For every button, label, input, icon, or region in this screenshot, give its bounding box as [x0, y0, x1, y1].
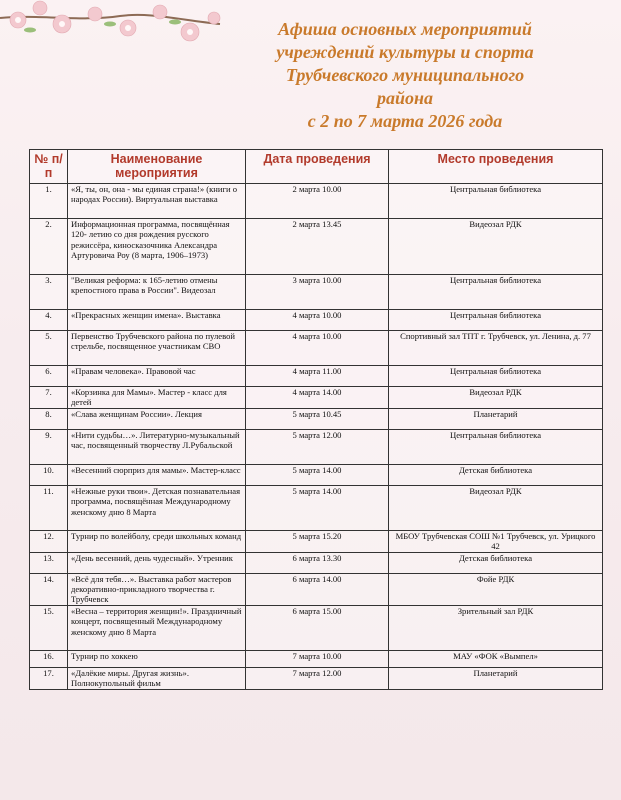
cell-date: 5 марта 12.00 — [246, 429, 389, 464]
cell-date: 4 марта 11.00 — [246, 366, 389, 387]
cell-num: 9. — [30, 429, 68, 464]
table-row — [30, 573, 603, 605]
cell-num: 6. — [30, 366, 68, 387]
cell-place: Планетарий — [389, 408, 603, 429]
cell-date: 4 марта 10.00 — [246, 331, 389, 366]
cell-num: 11. — [30, 485, 68, 530]
blossom-decoration — [0, 0, 230, 60]
cell-place: Детская библиотека — [389, 464, 603, 485]
cell-place: Центральная библиотека — [389, 429, 603, 464]
cell-date: 5 марта 14.00 — [246, 485, 389, 530]
cell-num: 14. — [30, 573, 68, 605]
cell-num: 13. — [30, 552, 68, 573]
cell-name: "Великая реформа: к 165-летию отмены крепостного права в России". Видеозал — [68, 275, 246, 310]
cell-date: 6 марта 15.00 — [246, 605, 389, 650]
cell-num: 15. — [30, 605, 68, 650]
cell-num: 5. — [30, 331, 68, 366]
cell-num: 2. — [30, 219, 68, 275]
cell-place: Видеозал РДК — [389, 485, 603, 530]
title-line: Афиша основных мероприятий — [278, 19, 532, 39]
table-row — [30, 366, 603, 387]
cell-num: 10. — [30, 464, 68, 485]
cell-num: 12. — [30, 530, 68, 552]
cell-place: МАУ «ФОК «Вымпел» — [389, 650, 603, 667]
cell-date: 2 марта 10.00 — [246, 184, 389, 219]
cell-place: Центральная библиотека — [389, 366, 603, 387]
cell-place: МБОУ Трубчевская СОШ №1 Трубчевск, ул. Урицкого 42 — [389, 530, 603, 552]
cell-place: Видеозал РДК — [389, 219, 603, 275]
cell-name: «Весна – территория женщин!». Праздничный концерт, посвященный Международному женскому дню 8 Марта — [68, 605, 246, 650]
cell-place: Видеозал РДК — [389, 387, 603, 409]
cell-place: Зрительный зал РДК — [389, 605, 603, 650]
cell-name: Первенство Трубчевского района по пулевой стрельбе, посвященное участникам СВО — [68, 331, 246, 366]
table-row — [30, 650, 603, 667]
header-name: Наименование мероприятия — [68, 150, 246, 184]
cell-name: «Правам человека». Правовой час — [68, 366, 246, 387]
cell-name: «Весенний сюрприз для мамы». Мастер-класс — [68, 464, 246, 485]
table-row — [30, 464, 603, 485]
cell-place: Спортивный зал ТПТ г. Трубчевск, ул. Ленина, д. 77 — [389, 331, 603, 366]
cell-date: 7 марта 10.00 — [246, 650, 389, 667]
cell-date: 6 марта 14.00 — [246, 573, 389, 605]
cell-date: 5 марта 15.20 — [246, 530, 389, 552]
cell-name: Информационная программа, посвящённая 120- летию со дня рождения русского режиссёра, киносказочника Александра Артуровича Роу (8 марта, 1906–1973) — [68, 219, 246, 275]
table-row — [30, 408, 603, 429]
table-header-row — [30, 150, 603, 184]
cell-num: 3. — [30, 275, 68, 310]
cell-name: «Я, ты, он, она - мы единая страна!» (книги о народах России). Виртуальная выставка — [68, 184, 246, 219]
title-line: учреждений культуры и спорта — [276, 42, 534, 62]
table-row — [30, 667, 603, 689]
table-row — [30, 219, 603, 275]
header-num: № п/п — [30, 150, 68, 184]
cell-date: 6 марта 13.30 — [246, 552, 389, 573]
table-row — [30, 387, 603, 409]
cell-date: 4 марта 10.00 — [246, 310, 389, 331]
table-row — [30, 184, 603, 219]
cell-place: Центральная библиотека — [389, 310, 603, 331]
cell-name: «Прекрасных женщин имена». Выставка — [68, 310, 246, 331]
title-line: района — [376, 88, 433, 108]
header-date: Дата проведения — [246, 150, 389, 184]
cell-date: 3 марта 10.00 — [246, 275, 389, 310]
table-row — [30, 275, 603, 310]
cell-num: 4. — [30, 310, 68, 331]
cell-place: Планетарий — [389, 667, 603, 689]
cell-num: 8. — [30, 408, 68, 429]
cell-place: Детская библиотека — [389, 552, 603, 573]
table-row — [30, 485, 603, 530]
table-row — [30, 605, 603, 650]
cell-name: «Далёкие миры. Другая жизнь». Полнокупольный фильм — [68, 667, 246, 689]
cell-num: 1. — [30, 184, 68, 219]
cell-date: 5 марта 14.00 — [246, 464, 389, 485]
cell-place: Фойе РДК — [389, 573, 603, 605]
cell-name: Турнир по хоккею — [68, 650, 246, 667]
cell-name: Турнир по волейболу, среди школьных команд — [68, 530, 246, 552]
cell-date: 2 марта 13.45 — [246, 219, 389, 275]
cell-place: Центральная библиотека — [389, 184, 603, 219]
cell-name: «Слава женщинам России». Лекция — [68, 408, 246, 429]
cell-date: 4 марта 14.00 — [246, 387, 389, 409]
table-row — [30, 331, 603, 366]
cell-num: 7. — [30, 387, 68, 409]
header-place: Место проведения — [389, 150, 603, 184]
cell-name: «Всё для тебя…». Выставка работ мастеров декоративно-прикладного творчества г. Трубчевск — [68, 573, 246, 605]
cell-num: 17. — [30, 667, 68, 689]
cell-name: «Нити судьбы…». Литературно-музыкальный час, посвященный творчеству Л.Рубальской — [68, 429, 246, 464]
cell-place: Центральная библиотека — [389, 275, 603, 310]
cell-name: «Нежные руки твои». Детская познавательная программа, посвящённая Международному женскому дню 8 Марта — [68, 485, 246, 530]
cell-date: 7 марта 12.00 — [246, 667, 389, 689]
table-row — [30, 310, 603, 331]
table-row — [30, 429, 603, 464]
cell-name: «День весенний, день чудесный». Утренник — [68, 552, 246, 573]
events-table — [29, 149, 603, 690]
page-title — [230, 18, 580, 133]
cell-name: «Корзинка для Мамы». Мастер - класс для детей — [68, 387, 246, 409]
title-line: с 2 по 7 марта 2026 года — [307, 111, 503, 131]
title-line: Трубчевского муниципального — [285, 65, 525, 85]
table-row — [30, 552, 603, 573]
cell-num: 16. — [30, 650, 68, 667]
table-row — [30, 530, 603, 552]
cell-date: 5 марта 10.45 — [246, 408, 389, 429]
